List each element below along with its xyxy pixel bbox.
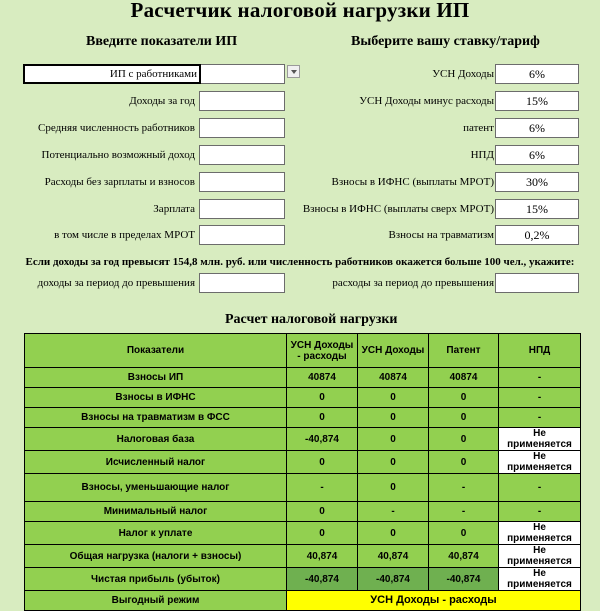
injury-rate-input[interactable]: 0,2%: [495, 225, 579, 245]
table-cell: 0: [358, 428, 429, 451]
table-row: [25, 388, 581, 408]
table-row: [25, 522, 581, 545]
table-cell: 40,874: [429, 545, 499, 568]
table-cell: Не применяется: [499, 568, 581, 591]
usn-income-expense-rate-label: УСН Доходы минус расходы: [359, 95, 494, 107]
table-row: [25, 368, 581, 388]
table-cell: Не применяется: [499, 522, 581, 545]
table-cell: -: [499, 388, 581, 408]
income-label: Доходы за год: [129, 95, 195, 107]
employees-input[interactable]: [199, 118, 285, 138]
usn-income-rate-input[interactable]: 6%: [495, 64, 579, 84]
table-row: [25, 451, 581, 474]
row-label: Общая нагрузка (налоги + взносы): [25, 545, 287, 568]
row-label: Взносы в ИФНС: [25, 388, 287, 408]
table-row: [25, 591, 581, 611]
table-cell: -: [429, 474, 499, 502]
expenses-label: Расходы без зарплаты и взносов: [44, 176, 195, 188]
table-cell: -40,874: [287, 428, 358, 451]
row-label: Налоговая база: [25, 428, 287, 451]
ifns-above-mrot-rate-input[interactable]: 15%: [495, 199, 579, 219]
ifns-mrot-rate-label: Взносы в ИФНС (выплаты МРОТ): [331, 176, 494, 188]
income-input[interactable]: [199, 91, 285, 111]
table-cell: 0: [429, 408, 499, 428]
row-label: Чистая прибыль (убыток): [25, 568, 287, 591]
col-header-npd: НПД: [499, 334, 581, 368]
table-cell: -40,874: [429, 568, 499, 591]
table-cell: 0: [429, 388, 499, 408]
patent-rate-label: патент: [463, 122, 494, 134]
ifns-mrot-rate-input[interactable]: 30%: [495, 172, 579, 192]
potential-income-label: Потенциально возможный доход: [41, 149, 195, 161]
table-cell: -: [358, 502, 429, 522]
table-row: [25, 474, 581, 502]
col-header-usn-income-expense: УСН Доходы - расходы: [287, 334, 358, 368]
expenses-input[interactable]: [199, 172, 285, 192]
table-cell: 0: [358, 474, 429, 502]
npd-rate-label: НПД: [470, 149, 494, 161]
table-cell: -40,874: [287, 568, 358, 591]
table-cell: 0: [287, 502, 358, 522]
table-row: [25, 568, 581, 591]
table-cell: 0: [429, 522, 499, 545]
rates-heading: Выберите вашу ставку/тариф: [351, 34, 540, 49]
table-cell: 0: [429, 428, 499, 451]
row-label: Взносы ИП: [25, 368, 287, 388]
expense-before-exceed-label: расходы за период до превышения: [332, 277, 494, 289]
injury-rate-label: Взносы на травматизм: [388, 229, 494, 241]
table-cell: 40,874: [287, 545, 358, 568]
table-cell: 0: [358, 451, 429, 474]
usn-income-rate-label: УСН Доходы: [432, 68, 494, 80]
row-label: Исчисленный налог: [25, 451, 287, 474]
income-before-exceed-label: доходы за период до превышения: [37, 277, 195, 289]
best-mode-value: УСН Доходы - расходы: [287, 591, 581, 611]
table-cell: 40874: [287, 368, 358, 388]
patent-rate-input[interactable]: 6%: [495, 118, 579, 138]
row-label: Минимальный налог: [25, 502, 287, 522]
row-label: Налог к уплате: [25, 522, 287, 545]
expense-before-exceed-input[interactable]: [495, 273, 579, 293]
mode-select-extension[interactable]: [201, 64, 285, 84]
best-mode-label: Выгодный режим: [25, 591, 287, 611]
page-title: Расчетчик налоговой нагрузки ИП: [130, 0, 470, 22]
table-cell: -: [499, 474, 581, 502]
usn-income-expense-rate-input[interactable]: 15%: [495, 91, 579, 111]
inputs-heading: Введите показатели ИП: [86, 34, 238, 49]
table-cell: -40,874: [358, 568, 429, 591]
table-row: [25, 502, 581, 522]
salary-label: Зарплата: [153, 203, 195, 215]
col-header-patent: Патент: [429, 334, 499, 368]
potential-income-input[interactable]: [199, 145, 285, 165]
npd-rate-input[interactable]: 6%: [495, 145, 579, 165]
table-cell: 0: [358, 408, 429, 428]
table-row: [25, 428, 581, 451]
table-row: [25, 545, 581, 568]
table-cell: -: [499, 408, 581, 428]
calc-table: [24, 333, 581, 611]
table-cell: 0: [287, 451, 358, 474]
col-header-indicators: Показатели: [25, 334, 287, 368]
table-cell: 40874: [429, 368, 499, 388]
table-cell: 40874: [358, 368, 429, 388]
income-before-exceed-input[interactable]: [199, 273, 285, 293]
col-header-usn-income: УСН Доходы: [358, 334, 429, 368]
table-cell: -: [287, 474, 358, 502]
table-cell: 0: [287, 522, 358, 545]
table-cell: Не применяется: [499, 428, 581, 451]
row-label: Взносы на травматизм в ФСС: [25, 408, 287, 428]
table-cell: -: [429, 502, 499, 522]
limit-note: Если доходы за год превысят 154,8 млн. руб. или численность работников окажется больше 100 чел., укажите:: [25, 256, 575, 268]
table-cell: 0: [287, 388, 358, 408]
ifns-above-mrot-rate-label: Взносы в ИФНС (выплаты сверх МРОТ): [302, 203, 494, 215]
table-cell: Не применяется: [499, 545, 581, 568]
table-cell: 0: [358, 522, 429, 545]
salary-mrot-input[interactable]: [199, 225, 285, 245]
table-cell: -: [499, 368, 581, 388]
chevron-down-icon[interactable]: [287, 65, 300, 78]
employees-label: Средняя численность работников: [38, 122, 195, 134]
salary-mrot-label: в том числе в пределах МРОТ: [54, 229, 195, 241]
table-row: [25, 408, 581, 428]
table-cell: 40,874: [358, 545, 429, 568]
table-cell: Не применяется: [499, 451, 581, 474]
row-label: Взносы, уменьшающие налог: [25, 474, 287, 502]
table-cell: 0: [358, 388, 429, 408]
table-cell: -: [499, 502, 581, 522]
mode-select[interactable]: ИП с работниками: [23, 64, 201, 84]
calc-heading: Расчет налоговой нагрузки: [225, 312, 398, 327]
table-cell: 0: [287, 408, 358, 428]
table-cell: 0: [429, 451, 499, 474]
salary-input[interactable]: [199, 199, 285, 219]
